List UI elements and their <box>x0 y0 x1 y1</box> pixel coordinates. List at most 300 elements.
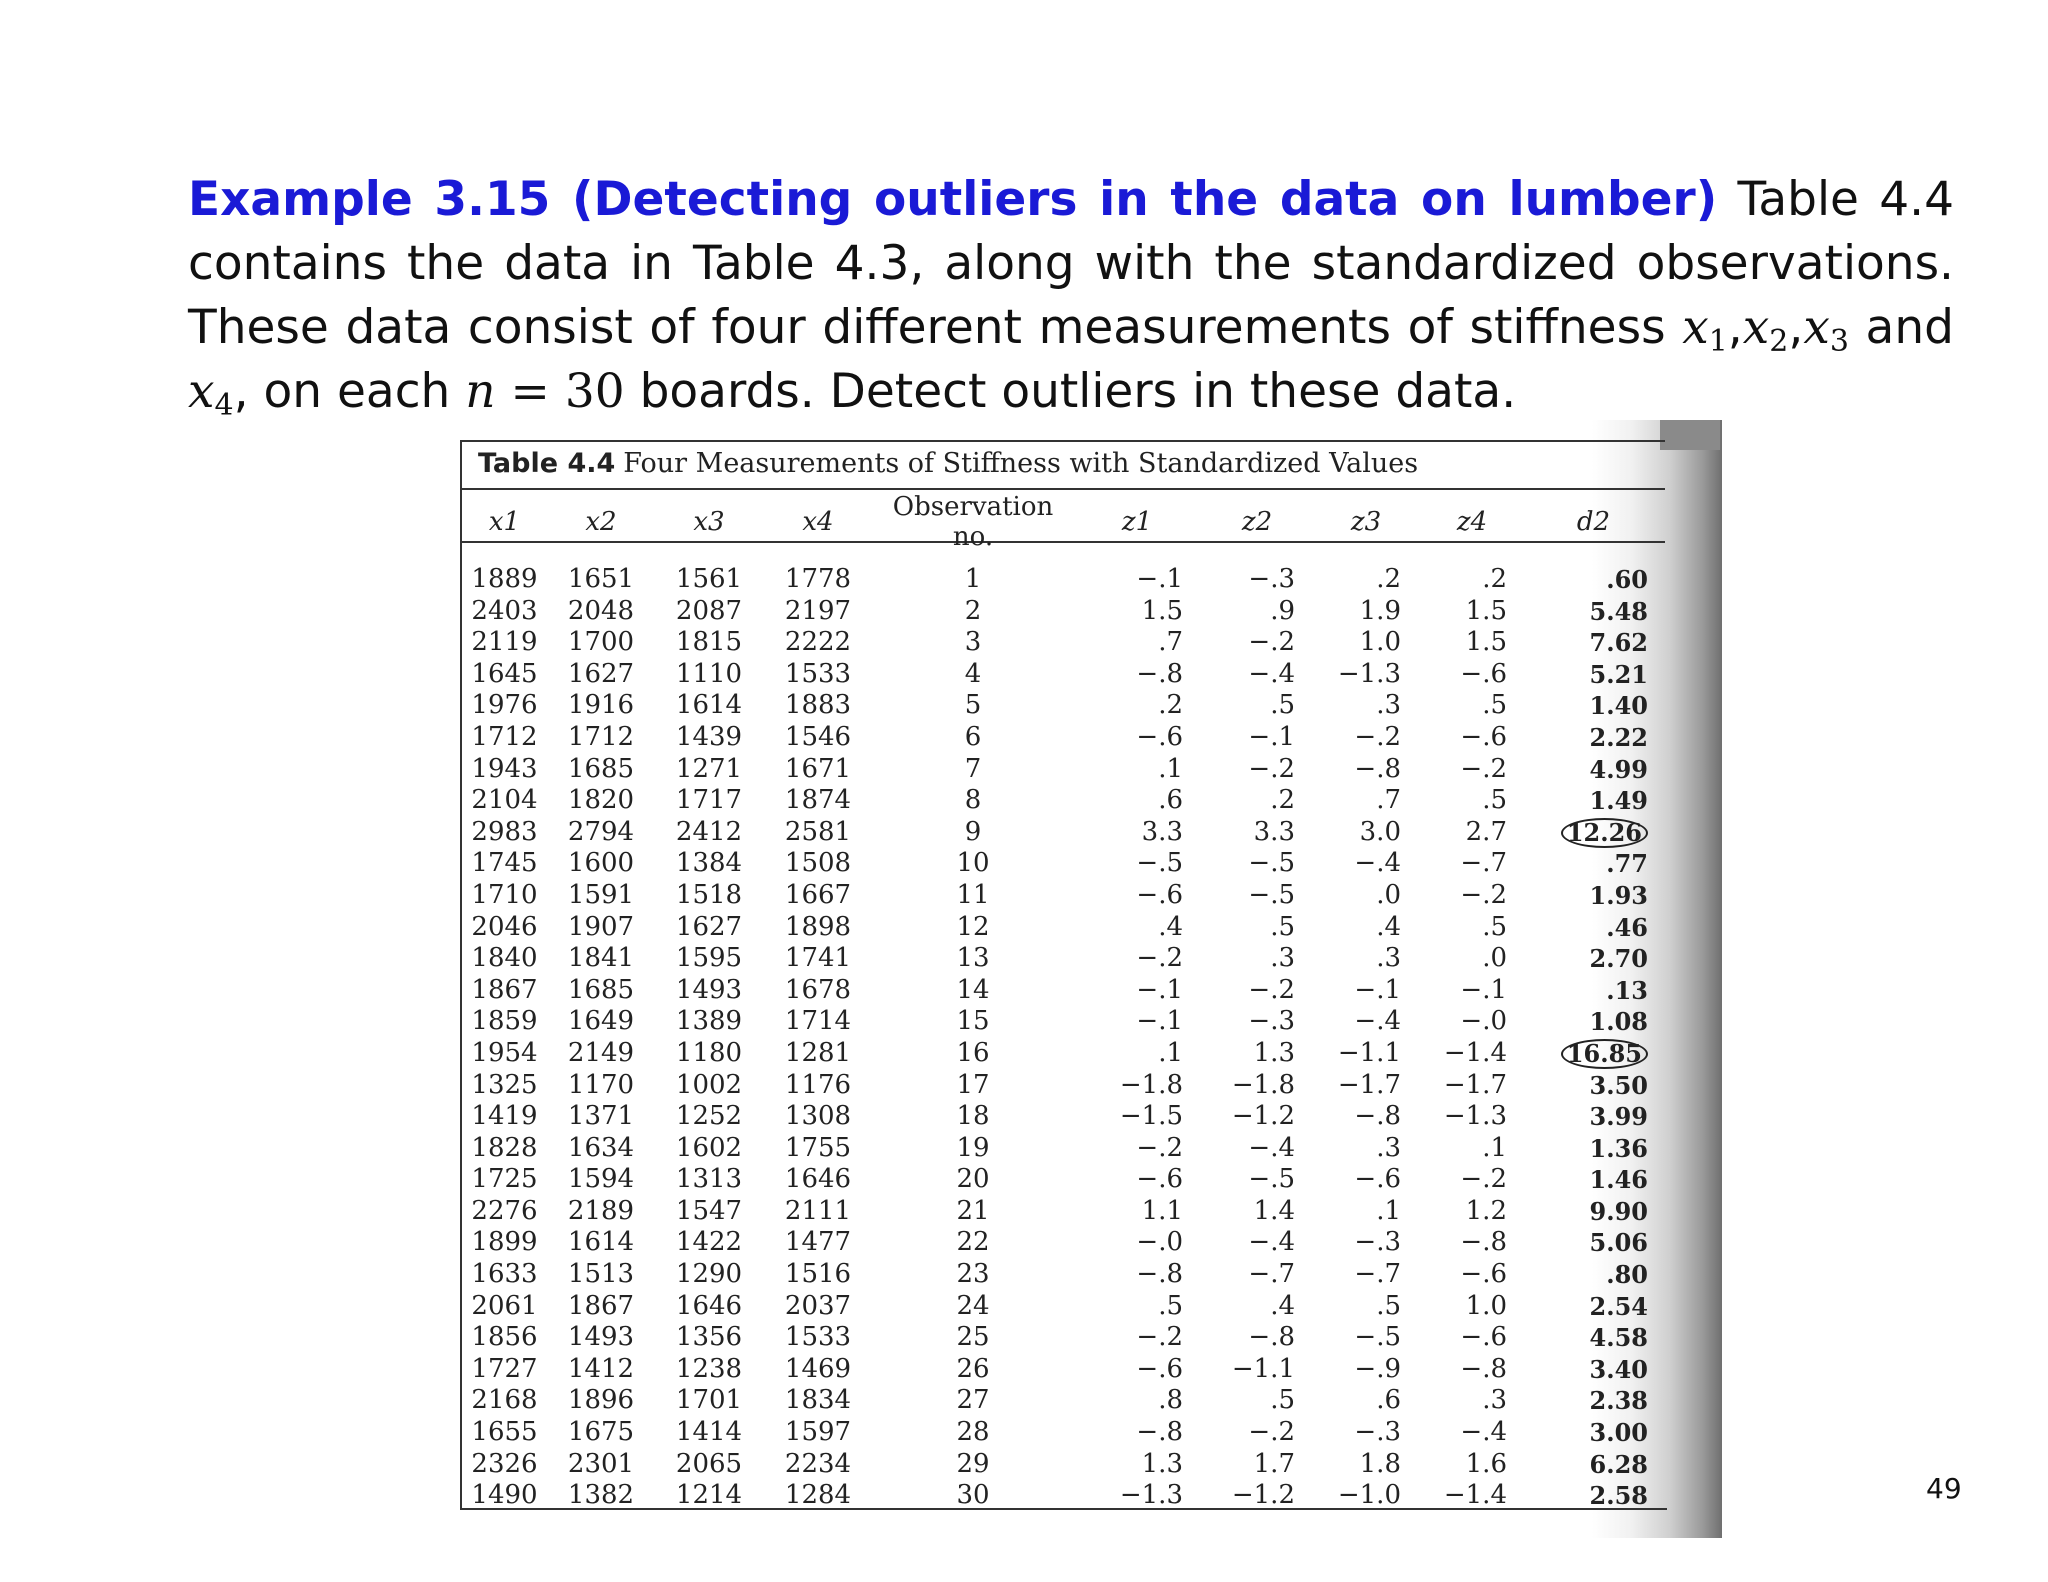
table-cell: 3.3 <box>1141 816 1183 847</box>
table-cell: 1889 <box>471 564 538 594</box>
table-cell: 1110 <box>675 658 743 689</box>
table-cell: 14 <box>956 974 990 1005</box>
table-cell: −.6 <box>1136 1164 1183 1195</box>
table-cell: 1745 <box>471 848 538 879</box>
table-cell: 1712 <box>567 721 635 752</box>
table-cell: −.2 <box>1248 1417 1295 1448</box>
table-cell: 1627 <box>567 658 635 689</box>
table-cell: .2 <box>1158 690 1183 721</box>
table-cell: 2412 <box>675 816 743 847</box>
table-cell: 22 <box>956 1227 990 1258</box>
table-cell: 1710 <box>471 879 538 910</box>
table-row <box>462 1417 1662 1449</box>
table-cell: 2104 <box>471 785 538 816</box>
table-cell: .1 <box>1158 753 1183 784</box>
table-cell: 1271 <box>675 753 743 784</box>
table-row <box>462 1385 1662 1417</box>
table-cell: 1281 <box>784 1037 852 1068</box>
table-cell: 1477 <box>784 1227 852 1258</box>
table-cell: 1508 <box>784 848 852 879</box>
column-header: d2 <box>1576 507 1611 537</box>
table-row <box>462 1164 1662 1196</box>
table-cell: 4.99 <box>1589 754 1648 784</box>
table-cell: −.5 <box>1354 1322 1401 1353</box>
and-word: and <box>1865 300 1954 355</box>
table-cell: −.1 <box>1248 721 1295 752</box>
table-cell: 1561 <box>675 564 743 594</box>
table-cell: 1414 <box>675 1417 743 1448</box>
table-cell: 1916 <box>567 690 635 721</box>
table-cell: 1655 <box>471 1417 538 1448</box>
table-caption-label: Table 4.4 <box>478 448 616 479</box>
table-cell: .5 <box>1270 690 1295 721</box>
table-cell: 1002 <box>675 1069 743 1100</box>
table-cell: 28 <box>956 1417 990 1448</box>
table-cell: 1252 <box>675 1101 743 1132</box>
table-cell: 1701 <box>675 1385 743 1416</box>
table-cell: 3.0 <box>1359 816 1401 847</box>
table-cell: 2.54 <box>1589 1291 1648 1321</box>
table-cell: −1.4 <box>1443 1037 1507 1068</box>
table-cell: 1490 <box>471 1480 538 1511</box>
table-cell: 1.5 <box>1465 595 1507 626</box>
table-cell: 1.40 <box>1589 691 1648 721</box>
table-cell: −.8 <box>1136 658 1183 689</box>
table-row <box>462 722 1662 754</box>
table-cell: 2403 <box>471 595 538 626</box>
table-cell: −.4 <box>1248 658 1295 689</box>
table-cell: .5 <box>1482 785 1507 816</box>
table-cell: 2061 <box>471 1290 538 1321</box>
table-cell: 1633 <box>471 1259 538 1290</box>
table-cell: .1 <box>1482 1132 1507 1163</box>
table-cell: 1820 <box>567 785 635 816</box>
n-equals: = 30 <box>495 364 625 419</box>
table-cell <box>1525 1038 1662 1070</box>
column-header: x1 <box>488 507 521 537</box>
table-row <box>462 552 1662 596</box>
table-cell: 1714 <box>784 1006 852 1037</box>
table-cell: .1 <box>1376 1195 1401 1226</box>
table-cell: −.5 <box>1248 1164 1295 1195</box>
table-cell: 1725 <box>471 1164 538 1195</box>
table-cell: 27 <box>956 1385 990 1416</box>
table-cell: 3 <box>964 627 982 658</box>
table-cell: .3 <box>1376 943 1401 974</box>
table-row <box>462 1070 1662 1102</box>
circled-outlier-value: 16.85 <box>1561 1039 1648 1069</box>
table-cell: 2276 <box>471 1195 538 1226</box>
table-cell: −.8 <box>1460 1353 1507 1384</box>
table-cell: 2 <box>964 595 982 626</box>
table-cell: −1.8 <box>1231 1069 1295 1100</box>
table-top-rule <box>460 440 1665 442</box>
table-cell: 2983 <box>471 816 538 847</box>
table-cell: −1.7 <box>1337 1069 1401 1100</box>
table-cell: .7 <box>1376 785 1401 816</box>
table-cell: .5 <box>1158 1290 1183 1321</box>
table-cell: .8 <box>1158 1385 1183 1416</box>
table-header-row <box>462 492 1662 552</box>
table-cell: −.5 <box>1248 879 1295 910</box>
var-x3: $x_3$ <box>1803 300 1849 359</box>
table-cell: 1874 <box>784 785 852 816</box>
table-cell: 1602 <box>675 1132 743 1163</box>
table-row <box>462 659 1662 691</box>
table-cell: 1840 <box>471 943 538 974</box>
table-cell: 2087 <box>675 595 743 626</box>
table-cell: 2111 <box>784 1195 852 1226</box>
table-row <box>462 627 1662 659</box>
table-cell: 2.38 <box>1589 1386 1648 1416</box>
table-row <box>462 817 1662 849</box>
table-cell: 1898 <box>784 911 852 942</box>
table-cell: 2119 <box>471 627 538 658</box>
table-cell: .2 <box>1270 785 1295 816</box>
table-cell: 2065 <box>675 1448 743 1479</box>
table-cell: 1883 <box>784 690 852 721</box>
table-cell: −1.3 <box>1119 1480 1183 1511</box>
table-cell: 7.62 <box>1589 628 1648 658</box>
column-header: z4 <box>1456 507 1488 537</box>
table-cell: −.8 <box>1136 1259 1183 1290</box>
table-cell: .4 <box>1270 1290 1295 1321</box>
table-cell: 1.93 <box>1589 880 1648 910</box>
paragraph-text-1: Table 4.4 contains the data in Table 4.3, along with the standardized observations. These data consist of four different measurements of stiffness <box>188 172 1954 355</box>
table-cell: 1.0 <box>1359 627 1401 658</box>
table-cell: −.2 <box>1354 721 1401 752</box>
table-cell: 2197 <box>784 595 852 626</box>
table-cell: 1899 <box>471 1227 538 1258</box>
table-cell: 1371 <box>567 1101 635 1132</box>
table-cell: 2.70 <box>1589 944 1648 974</box>
table-cell: −.4 <box>1354 1006 1401 1037</box>
table-cell: 1513 <box>567 1259 635 1290</box>
table-row <box>462 912 1662 944</box>
table-cell: 1685 <box>567 974 635 1005</box>
table-cell: 26 <box>956 1353 990 1384</box>
page-number: 49 <box>1926 1472 1962 1505</box>
table-cell: .2 <box>1482 564 1507 594</box>
table-cell: −.2 <box>1136 943 1183 974</box>
table-cell: 9.90 <box>1589 1196 1648 1226</box>
table-cell: 1678 <box>784 974 852 1005</box>
table-cell: 2046 <box>471 911 538 942</box>
table-cell: 1.1 <box>1141 1195 1183 1226</box>
table-cell: .6 <box>1158 785 1183 816</box>
table-cell: 1907 <box>567 911 635 942</box>
table-cell: −.6 <box>1354 1164 1401 1195</box>
table-cell: .3 <box>1270 943 1295 974</box>
var-x4: $x_4$ <box>188 364 234 423</box>
table-cell: 1943 <box>471 753 538 784</box>
table-cell: −.0 <box>1460 1006 1507 1037</box>
table-cell: −.4 <box>1354 848 1401 879</box>
table-cell: 1.7 <box>1253 1448 1295 1479</box>
table-cell: 1651 <box>567 564 635 594</box>
table-cell: 1741 <box>784 943 852 974</box>
column-header: z2 <box>1241 507 1273 537</box>
table-cell: 1290 <box>675 1259 743 1290</box>
table-cell: −1.0 <box>1337 1480 1401 1511</box>
table-row <box>462 1449 1662 1481</box>
table-cell: −.8 <box>1354 753 1401 784</box>
table-row <box>462 754 1662 786</box>
table-row <box>462 943 1662 975</box>
table-cell: 1214 <box>675 1480 743 1511</box>
table-cell: 1.0 <box>1465 1290 1507 1321</box>
table-cell: 1516 <box>784 1259 852 1290</box>
table-cell: 1.36 <box>1589 1133 1648 1163</box>
table-cell: 1439 <box>675 721 743 752</box>
table-cell: 1.49 <box>1589 786 1648 816</box>
table-cell: 3.40 <box>1589 1354 1648 1384</box>
table-cell: .3 <box>1376 1132 1401 1163</box>
table-cell: 1646 <box>784 1164 852 1195</box>
paragraph-text-3: boards. Detect outliers in these data. <box>624 364 1517 419</box>
table-cell: −.5 <box>1248 848 1295 879</box>
table-cell: 29 <box>956 1448 990 1479</box>
table-cell: 5.48 <box>1589 596 1648 626</box>
circled-outlier-value: 12.26 <box>1561 818 1648 848</box>
column-header: Observation no. <box>892 492 1054 552</box>
table-cell: 1594 <box>567 1164 635 1195</box>
var-x2: $x_2$ <box>1742 300 1789 359</box>
table-cell: 2.22 <box>1589 722 1648 752</box>
table-cell: 1 <box>964 564 982 594</box>
table-cell: 1896 <box>567 1385 635 1416</box>
table-cell: 1469 <box>784 1353 852 1384</box>
table-cell: 1389 <box>675 1006 743 1037</box>
table-caption-text: Four Measurements of Stiffness with Standardized Values <box>623 448 1419 479</box>
table-cell: 1649 <box>567 1006 635 1037</box>
table-cell: 19 <box>956 1132 990 1163</box>
table-cell: −1.3 <box>1337 658 1401 689</box>
table-cell: 4.58 <box>1589 1323 1648 1353</box>
table-cell: 2222 <box>784 627 852 658</box>
table-cell: 1667 <box>784 879 852 910</box>
table-cell: 1518 <box>675 879 743 910</box>
table-cell: −.1 <box>1136 974 1183 1005</box>
table-cell: .60 <box>1606 565 1648 594</box>
table-cell: 1859 <box>471 1006 538 1037</box>
table-cell: 1867 <box>471 974 538 1005</box>
table-cell: −.6 <box>1460 1322 1507 1353</box>
table-cell: 1828 <box>471 1132 538 1163</box>
table-cell: −.5 <box>1136 848 1183 879</box>
table-row <box>462 1259 1662 1291</box>
table-cell: −.9 <box>1354 1353 1401 1384</box>
table-cell: −.6 <box>1136 879 1183 910</box>
table-cell: 1614 <box>675 690 743 721</box>
table-cell: 1412 <box>567 1353 635 1384</box>
table-cell: 2189 <box>567 1195 635 1226</box>
table-cell: 15 <box>956 1006 990 1037</box>
table-cell: 1284 <box>784 1480 852 1511</box>
table-cell: −.7 <box>1460 848 1507 879</box>
table-cell: .1 <box>1158 1037 1183 1068</box>
table-cell: 1675 <box>567 1417 635 1448</box>
table-cell: .9 <box>1270 595 1295 626</box>
table-cell: 16 <box>956 1037 990 1068</box>
table-cell: 2.7 <box>1465 816 1507 847</box>
table-row <box>462 1291 1662 1323</box>
table-cell: 9 <box>964 816 982 847</box>
table-cell: −.7 <box>1354 1259 1401 1290</box>
table-cell: 1976 <box>471 690 538 721</box>
table-cell: 1712 <box>471 721 538 752</box>
table-cell: 1.46 <box>1589 1165 1648 1195</box>
table-row <box>462 1322 1662 1354</box>
table-cell: −.1 <box>1136 1006 1183 1037</box>
table-cell: 1384 <box>675 848 743 879</box>
table-cell: 1600 <box>567 848 635 879</box>
table-cell <box>1525 817 1662 849</box>
example-paragraph: Example 3.15 (Detecting outliers in the data on lumber) Table 4.4 contains the data in Table 4.3, along with the standardized observations. These data consist of four different measurements of stiffness $x_1,x_2,x_3$ and $x_4$, on each n = 30 boards. Detect outliers in these data. <box>188 172 1954 423</box>
table-cell: 1547 <box>675 1195 743 1226</box>
table-cell: 2.58 <box>1589 1481 1648 1511</box>
table-cell: 1671 <box>784 753 852 784</box>
table-cell: −.3 <box>1354 1227 1401 1258</box>
table-cell: −1.2 <box>1231 1101 1295 1132</box>
table-cell: 1493 <box>675 974 743 1005</box>
table-cell: 1.8 <box>1359 1448 1401 1479</box>
table-cell: 1717 <box>675 785 743 816</box>
table-cell: −.2 <box>1136 1132 1183 1163</box>
table-cell: 1325 <box>471 1069 538 1100</box>
table-cell: −1.8 <box>1119 1069 1183 1100</box>
table-cell: 1634 <box>567 1132 635 1163</box>
table-cell: .77 <box>1606 849 1648 879</box>
table-row <box>462 1196 1662 1228</box>
table-cell: −.2 <box>1136 1322 1183 1353</box>
table-cell: 12 <box>956 911 990 942</box>
table-cell: 25 <box>956 1322 990 1353</box>
table-cell: 3.00 <box>1589 1418 1648 1448</box>
table-cell: 4 <box>964 658 982 689</box>
table-cell: 1954 <box>471 1037 538 1068</box>
table-cell: 2037 <box>784 1290 852 1321</box>
table-cell: 1646 <box>675 1290 743 1321</box>
table-cell: 1778 <box>784 564 852 594</box>
table-cell: −1.3 <box>1443 1101 1507 1132</box>
table-cell: .0 <box>1376 879 1401 910</box>
table-cell: −.2 <box>1460 1164 1507 1195</box>
table-cell: 1645 <box>471 658 538 689</box>
table-cell: 1238 <box>675 1353 743 1384</box>
table-cell: 1815 <box>675 627 743 658</box>
table-cell: 8 <box>964 785 982 816</box>
table-cell: 1591 <box>567 879 635 910</box>
table-cell: 1422 <box>675 1227 743 1258</box>
scan-binding-edge <box>1660 420 1720 450</box>
table-cell: .5 <box>1270 1385 1295 1416</box>
table-cell: 1493 <box>567 1322 635 1353</box>
column-header: x3 <box>693 507 725 537</box>
table-cell: 18 <box>956 1101 990 1132</box>
table-cell: .0 <box>1482 943 1507 974</box>
table-cell: −1.2 <box>1231 1480 1295 1511</box>
example-title: Example 3.15 (Detecting outliers in the data on lumber) <box>188 172 1718 227</box>
table-cell: 1419 <box>471 1101 538 1132</box>
table-cell: 1313 <box>675 1164 743 1195</box>
table-row <box>462 596 1662 628</box>
table-cell: 2168 <box>471 1385 538 1416</box>
table-row <box>462 1101 1662 1133</box>
table-row <box>462 1006 1662 1038</box>
table-cell: 10 <box>956 848 990 879</box>
table-cell: .5 <box>1376 1290 1401 1321</box>
column-header: z1 <box>1121 507 1153 537</box>
table-cell: .80 <box>1606 1260 1648 1290</box>
table-cell: 2149 <box>567 1037 635 1068</box>
column-header: z3 <box>1350 507 1382 537</box>
table-cell: .3 <box>1482 1385 1507 1416</box>
table-cell: .4 <box>1158 911 1183 942</box>
table-cell: −1.4 <box>1443 1480 1507 1511</box>
table-cell: .13 <box>1606 975 1648 1005</box>
table-cell: −1.1 <box>1231 1353 1295 1384</box>
table-cell: −1.1 <box>1337 1037 1401 1068</box>
table-cell: −.4 <box>1460 1417 1507 1448</box>
table-cell: −.3 <box>1248 1006 1295 1037</box>
table-row <box>462 880 1662 912</box>
table-cell: 30 <box>956 1480 990 1511</box>
column-header: x4 <box>802 507 834 537</box>
table-cell: 2326 <box>471 1448 538 1479</box>
table-cell: −.8 <box>1460 1227 1507 1258</box>
table-cell: −.2 <box>1248 627 1295 658</box>
table-cell: 6.28 <box>1589 1449 1648 1479</box>
table-cell: .5 <box>1482 911 1507 942</box>
table-cell: 1627 <box>675 911 743 942</box>
table-cell: −.6 <box>1460 721 1507 752</box>
table-cell: 1614 <box>567 1227 635 1258</box>
table-row <box>462 1354 1662 1386</box>
table-cell: 1841 <box>567 943 635 974</box>
table-cell: 1685 <box>567 753 635 784</box>
table-cell: −.2 <box>1460 753 1507 784</box>
table-cell: .4 <box>1376 911 1401 942</box>
table-cell: 1700 <box>567 627 635 658</box>
table-row <box>462 1038 1662 1070</box>
table-cell: 1382 <box>567 1480 635 1511</box>
table-cell: 1533 <box>784 658 852 689</box>
table-cell: −.6 <box>1136 1353 1183 1384</box>
table-cell: 20 <box>956 1164 990 1195</box>
table-cell: 1834 <box>784 1385 852 1416</box>
table-cell: 2581 <box>784 816 852 847</box>
table-cell: 6 <box>964 721 982 752</box>
table-cell: 24 <box>956 1290 990 1321</box>
table-row <box>462 848 1662 880</box>
table-row <box>462 690 1662 722</box>
table-cell: 1.3 <box>1253 1037 1295 1068</box>
table-cell: .46 <box>1606 912 1648 942</box>
table-cell: −.2 <box>1248 753 1295 784</box>
table-cell: −.8 <box>1354 1101 1401 1132</box>
table-cell: 5.06 <box>1589 1228 1648 1258</box>
table-cell: −.8 <box>1248 1322 1295 1353</box>
table-cell: 2301 <box>567 1448 635 1479</box>
table-row <box>462 1133 1662 1165</box>
table-cell: 1546 <box>784 721 852 752</box>
table-cell: 1.9 <box>1359 595 1401 626</box>
table-cell: −.8 <box>1136 1417 1183 1448</box>
table-cell: 3.99 <box>1589 1102 1648 1132</box>
table-cell: −1.5 <box>1119 1101 1183 1132</box>
table-cell: 1.5 <box>1465 627 1507 658</box>
